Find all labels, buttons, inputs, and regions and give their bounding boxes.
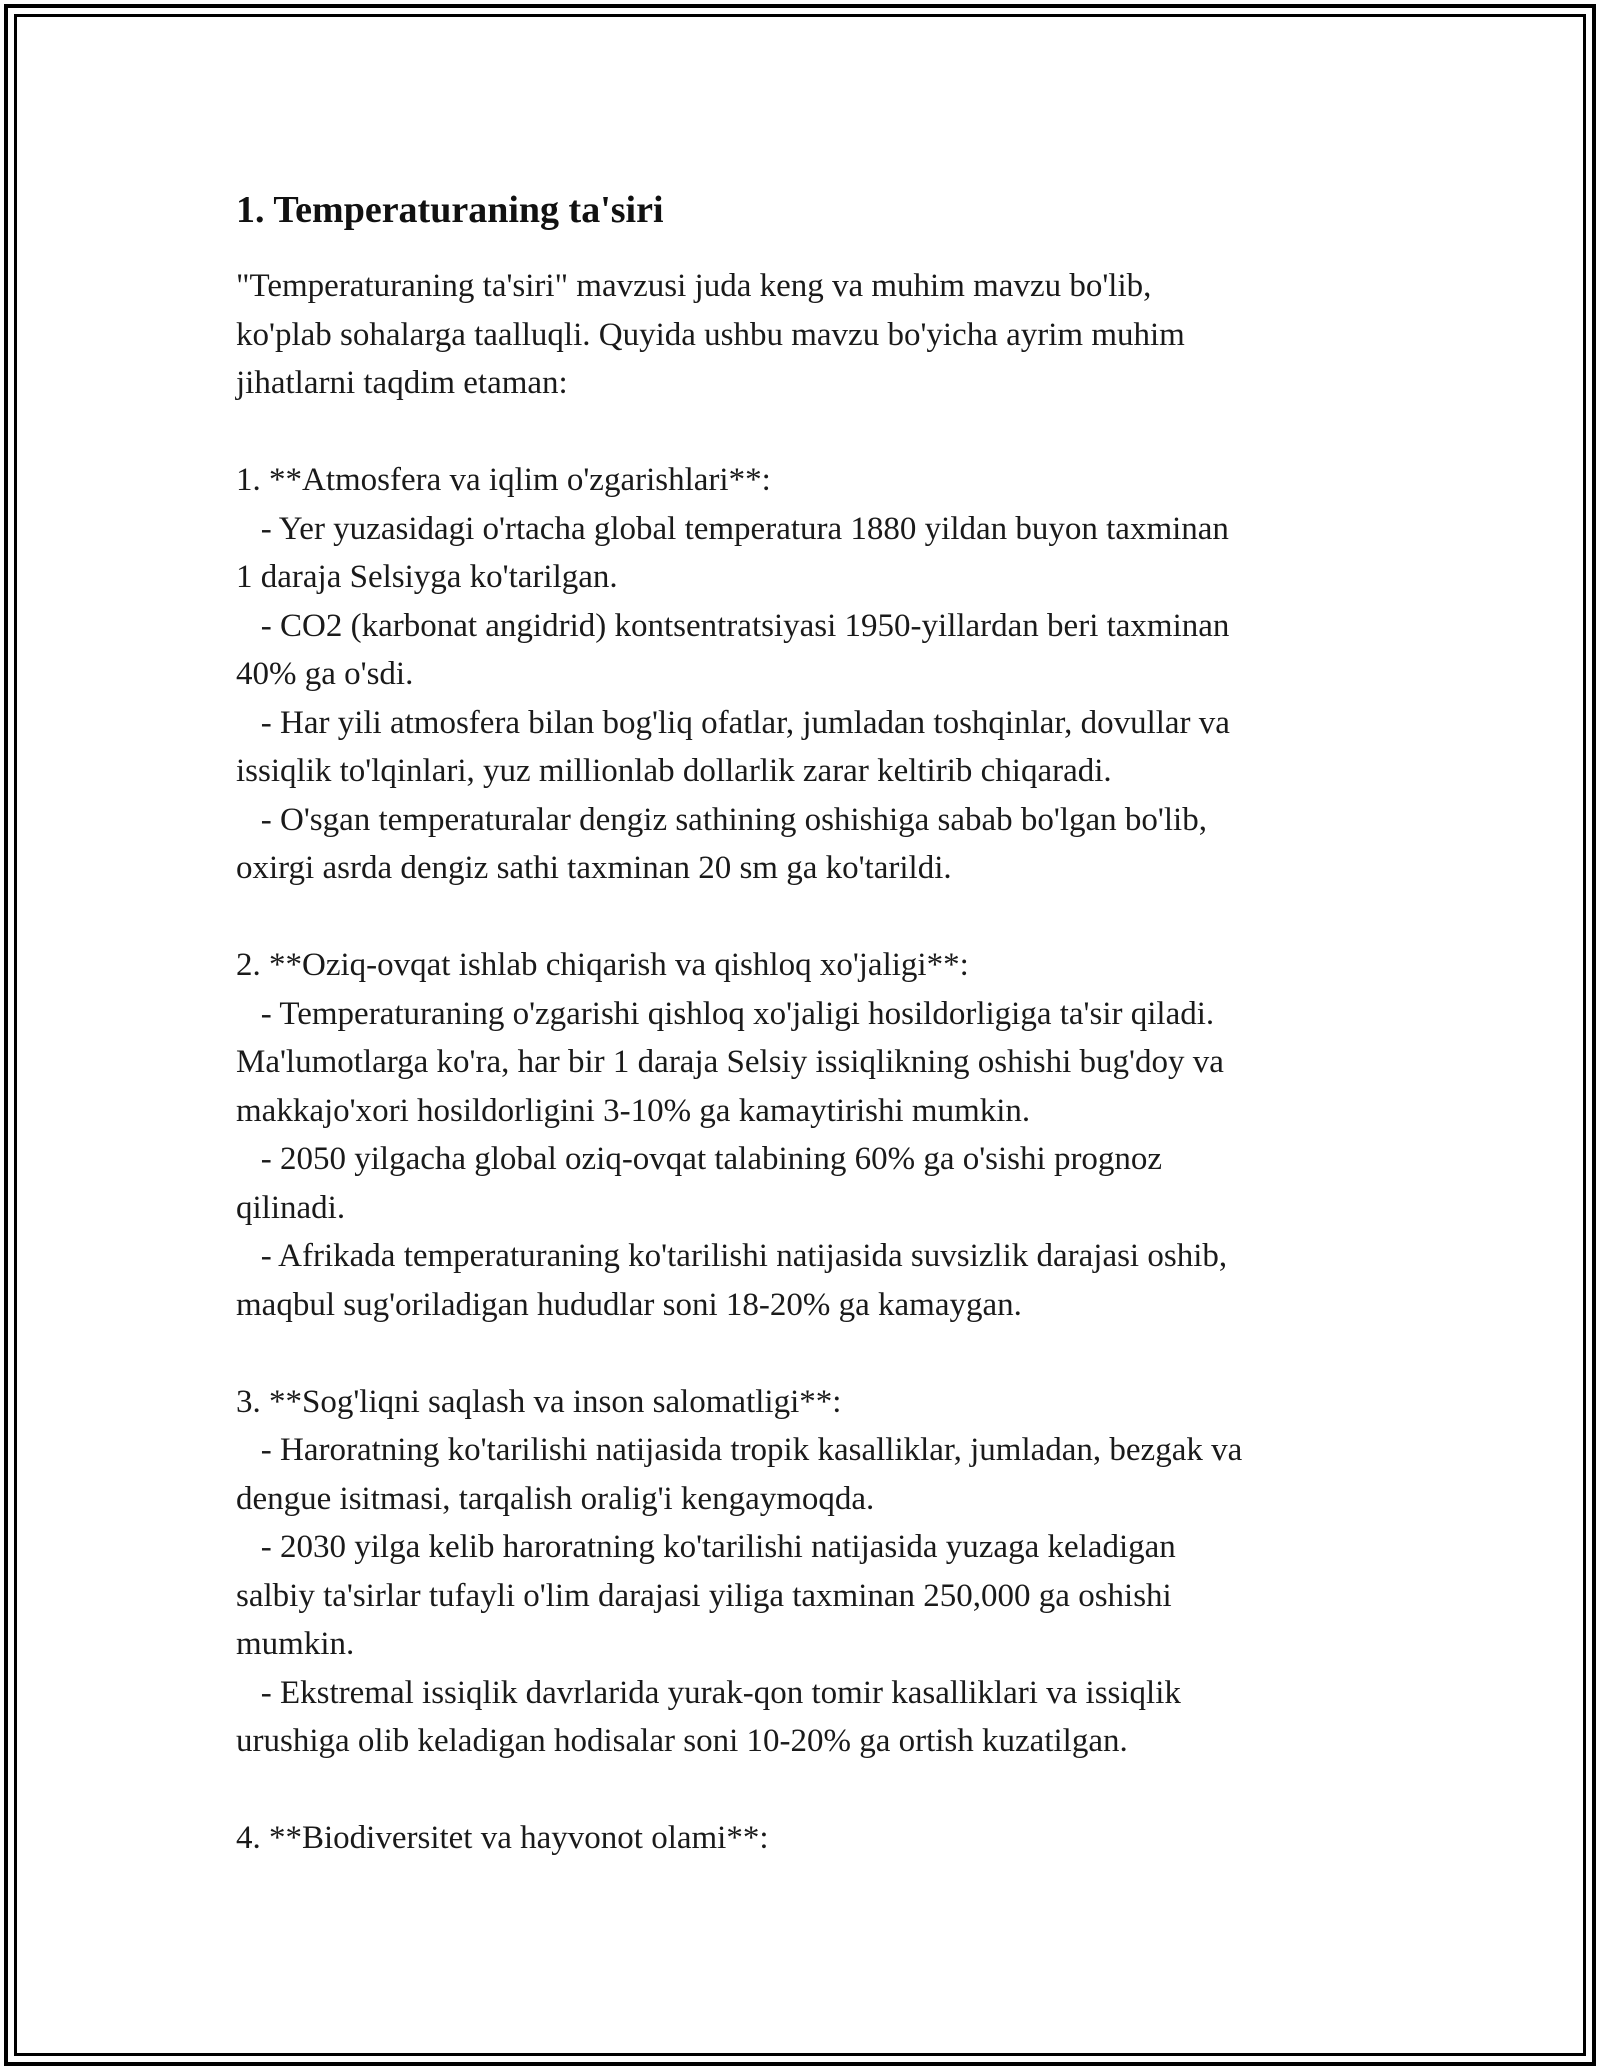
intro-paragraph: "Temperaturaning ta'siri" mavzusi juda keng va muhim mavzu bo'lib, ko'plab sohalarga taalluqli. Quyida ushbu mavzu bo'yicha ayrim muhim jihatlarni taqdim etaman: bbox=[236, 268, 1185, 401]
section-1 bbox=[236, 456, 1366, 893]
section-heading: 2. **Oziq-ovqat ishlab chiqarish va qishloq xo'jaligi**: bbox=[236, 947, 969, 983]
bullet-item: - Haroratning ko'tarilishi natijasida tropik kasalliklar, jumladan, bezgak va dengue isitmasi, tarqalish oralig'i kengaymoqda. bbox=[236, 1432, 1243, 1517]
bullet-item: - CO2 (karbonat angidrid) kontsentratsiyasi 1950-yillardan beri taxminan 40% ga o'sdi. bbox=[236, 607, 1230, 692]
bullet-item: - Temperaturaning o'zgarishi qishloq xo'jaligi hosildorligiga ta'sir qiladi. Ma'lumotlarga ko'ra, har bir 1 daraja Selsiy issiqlikning oshishi bug'doy va makkajo'xori hosildorligini 3-10% ga kamaytirishi mumkin. bbox=[236, 995, 1224, 1129]
bullet-item: - 2030 yilga kelib haroratning ko'tarilishi natijasida yuzaga keladigan salbiy ta'sirlar tufayli o'lim darajasi yiliga taxminan 250,000 ga oshishi mumkin. bbox=[236, 1529, 1176, 1662]
bullet-item: - Yer yuzasidagi o'rtacha global temperatura 1880 yildan buyon taxminan 1 daraja Selsiyga ko'tarilgan. bbox=[236, 510, 1229, 595]
bullet-item: - Afrikada temperaturaning ko'tarilishi natijasida suvsizlik darajasi oshib, maqbul sug'oriladigan hududlar soni 18-20% ga kamaygan. bbox=[236, 1238, 1228, 1323]
document-body bbox=[236, 186, 1366, 1863]
section-2 bbox=[236, 941, 1366, 1329]
sections-container bbox=[236, 456, 1366, 1863]
section-heading: 1. **Atmosfera va iqlim o'zgarishlari**: bbox=[236, 462, 771, 498]
section-3 bbox=[236, 1378, 1366, 1766]
section-heading: 3. **Sog'liqni saqlash va inson salomatligi**: bbox=[236, 1383, 842, 1420]
section-heading: 4. **Biodiversitet va hayvonot olami**: bbox=[236, 1820, 769, 1856]
bullet-item: - 2050 yilgacha global oziq-ovqat talabining 60% ga o'sishi prognoz qilinadi. bbox=[236, 1141, 1163, 1226]
bullet-item: - Ekstremal issiqlik davrlarida yurak-qon tomir kasalliklari va issiqlik urushiga olib keladigan hodisalar soni 10-20% ga ortish kuzatilgan. bbox=[236, 1674, 1181, 1759]
bullet-item: - Har yili atmosfera bilan bog'liq ofatlar, jumladan toshqinlar, dovullar va issiqlik to'lqinlari, yuz millionlab dollarlik zarar keltirib chiqaradi. bbox=[236, 704, 1230, 789]
section-4 bbox=[236, 1814, 1366, 1863]
bullet-item: - O'sgan temperaturalar dengiz sathining oshishiga sabab bo'lgan bo'lib, oxirgi asrda dengiz sathi taxminan 20 sm ga ko'tarildi. bbox=[236, 801, 1207, 886]
document-title: 1. Temperaturaning ta'siri bbox=[236, 189, 664, 231]
